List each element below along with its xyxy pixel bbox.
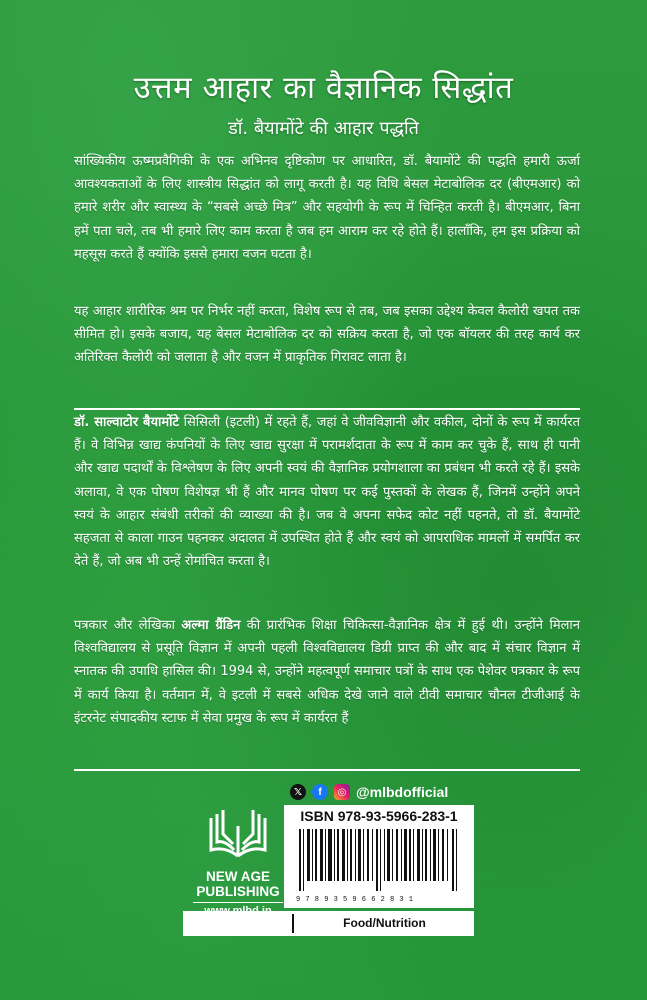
description-paragraph-1: सांख्यिकीय ऊष्मप्रवैगिकी के एक अभिनव दृष्टिकोण पर आधारित, डॉ. बैयामोंटे की पद्धति हमारी ऊर्जा आवश्यकताओं के लिए शास्त्रीय सिद्धांत को लागू करती है। यह विधि बेसल मेटाबोलिक दर (बीएमआर) को हमारे शरीर और स्वास्थ्य के “सबसे अच्छे मित्र” और सहयोगी के रूप में चिन्हित करती है। बीएमआर, बिना हमें पता चले, तब भी हमारे लिए काम करता है जब हम आराम कर रहे होते हैं। हालाँकि, हम इस प्रक्रिया को महसूस करते हैं क्योंकि इससे हमारा वजन घटता है। xyxy=(74,154,580,262)
book-subtitle: डॉ. बैयामोंटे की आहार पद्धति xyxy=(228,118,419,139)
description-paragraph-2: यह आहार शारीरिक श्रम पर निर्भर नहीं करता, विशेष रूप से तब, जब इसका उद्देश्य केवल कैलोरी खपत तक सीमित हो। इसके बजाय, यह बेसल मेटाबोलिक दर को सक्रिय करता है, जो एक बॉयलर की तरह कार्य कर अतिरिक्त कैलोरी को जलाता है और वजन में प्राकृतिक गिरावट लाता है। xyxy=(74,304,580,366)
author-name: डॉ. साल्वाटोर बैयामोंटे xyxy=(74,415,180,430)
author-bio-prefix: पत्रकार और लेखिका xyxy=(74,618,182,633)
author-bio-grandin xyxy=(74,614,580,730)
author-name: अल्मा ग्रैंडिन xyxy=(181,618,241,633)
divider-line xyxy=(74,408,580,410)
author-bio-text: की प्रारंभिक शिक्षा चिकित्सा-वैज्ञानिक क्षेत्र में हुई थी। उन्होंने मिलान विश्वविद्यालय से प्रसूति विज्ञान में अपनी पहली विश्वविद्यालय डिग्री प्राप्त की और बाद में संचार विज्ञान में स्नातक की उपाधि हासिल की। 1994 से, उन्होंने महत्वपूर्ण समाचार पत्रों के साथ एक पेशेवर पत्रकार के रूप में कार्य किया है। वर्तमान में, वे इटली में सबसे अधिक देखे जाने वाले टीवी समाचार चौनल टीजीआई के इंटरनेट संपादकीय स्टाफ में सेवा प्रमुख के रूप में कार्यरत हैं xyxy=(74,618,580,726)
book-title: उत्तम आहार का वैज्ञानिक सिद्धांत xyxy=(133,70,514,106)
barcode-icon xyxy=(297,829,461,891)
instagram-icon[interactable]: ◎ xyxy=(334,784,350,800)
category-box xyxy=(183,911,474,936)
barcode-digits: 9789359662831 xyxy=(296,896,419,904)
facebook-icon[interactable]: f xyxy=(312,784,328,800)
isbn-barcode-box xyxy=(284,805,474,908)
author-bio-text: सिसिली (इटली) में रहते हैं, जहां वे जीवविज्ञानी और वकील, दोनों के रूप में कार्यरत हैं। वे विभिन्न खाद्य कंपनियों के लिए खाद्य सुरक्षा में परामर्शदाता के रूप में काम कर चुके हैं, साथ ही पानी और खाद्य पदार्थों के विश्लेषण के लिए अपनी स्वयं की वैज्ञानिक प्रयोगशाला का प्रबंधन भी करते रहे हैं। इसके अलावा, वे एक पोषण विशेषज्ञ भी हैं और मानव पोषण पर कई पुस्तकों के लेखक हैं, जिनमें उन्होंने अपने स्वयं के आहार संबंधी तरीकों की व्याख्या की है। जब वे अपना सफेद कोट नहीं पहनते, तो डॉ. बैयामोंटे सहजता से काला गाउन पहनकर अदालत में उपस्थित होते हैं और स्वयं को आपराधिक मामलों में समर्पित कर देते हैं, जो अब भी उन्हें रोमांचित करता है। xyxy=(74,415,581,570)
category-label: Food/Nutrition xyxy=(343,916,426,930)
publisher-logo xyxy=(193,808,283,917)
social-handle[interactable]: @mlbdofficial xyxy=(356,784,449,800)
x-icon[interactable]: 𝕏 xyxy=(290,784,306,800)
publisher-name-line2: PUBLISHING xyxy=(196,884,280,899)
open-book-icon xyxy=(203,808,273,860)
divider-line xyxy=(74,769,580,771)
author-bio-baiamonte xyxy=(74,411,580,573)
publisher-name-line1: NEW AGE xyxy=(206,869,270,884)
social-links xyxy=(290,784,448,800)
category-divider xyxy=(292,914,294,933)
isbn-label: ISBN 978-93-5966-283-1 xyxy=(300,808,458,824)
